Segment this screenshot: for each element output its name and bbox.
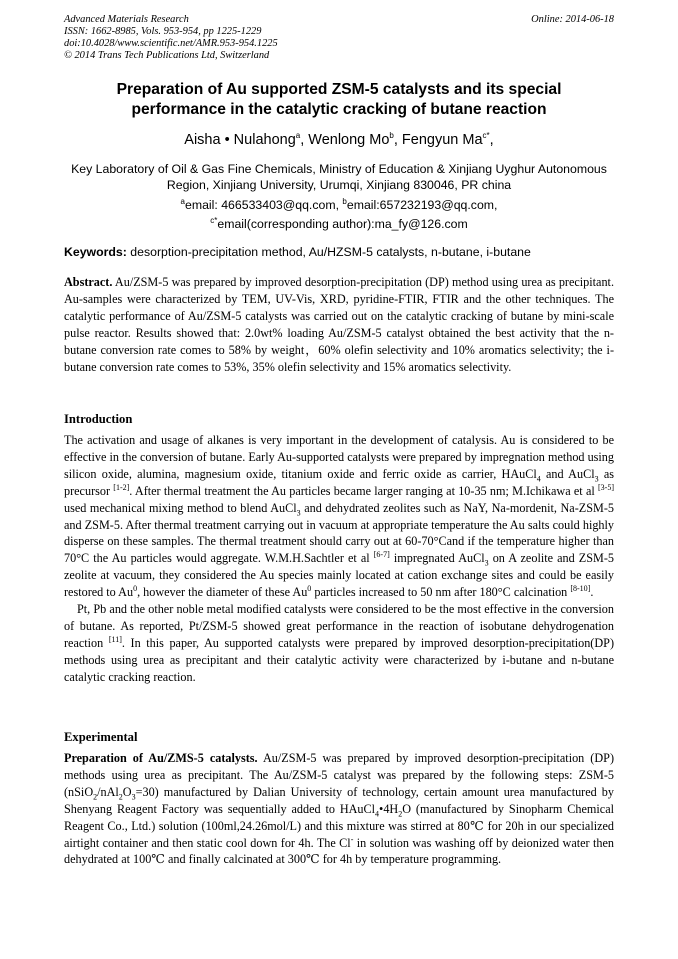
email-line-1 [64, 196, 614, 215]
affiliation-line-2: Region, Xinjiang University, Urumqi, Xinjiang 830046, PR china [166, 178, 512, 192]
experimental-heading: Experimental [64, 730, 138, 744]
journal-header [64, 14, 614, 62]
author-2-affil: b [389, 131, 394, 141]
experimental-subheading: Preparation of Au/ZMS-5 catalysts. [64, 751, 258, 765]
experimental-body: Preparation of Au/ZMS-5 catalysts. Au/ZSM-5 was prepared by improved desorption-precipitation (DP) methods using urea as precipitant. The Au/ZSM-5 catalyst was prepared by the following steps: ZSM-5 $(nSiO_2/nAl_2O_3=30)$ manufactured by Dalian University of technology, certain amount urea manufactured by Shenyang Reagent Factory was sequentially added to $HAuCl_4•4H_2O$ (manufactured by Sinopharm Chemical Reagent Co., Ltd.) solution (100ml,24.26mol/L) and this mixture was stirred at 80℃ for 20h in our specialized airtight container and then static cool down for 4h. The Cl- in solution was washing off by deionized water then dehydrated at 100℃ and finally calcinated at 300℃ for 4h by temperature programming. [64, 751, 615, 867]
abstract-label: Abstract. [64, 275, 113, 289]
introduction-heading: Introduction [64, 412, 133, 426]
keywords-text: desorption-precipitation method, Au/HZSM-5 catalysts, n-butane, i-butane [126, 245, 531, 259]
author-3: , Fengyun Ma [393, 132, 483, 148]
email-b-marker: b [342, 196, 347, 206]
journal-issn: ISSN: 1662-8985, Vols. 953-954, pp 1225-1229 [64, 26, 262, 37]
author-1-affil: a [295, 131, 301, 141]
abstract [64, 274, 614, 375]
introduction-paragraph-1: The activation and usage of alkanes is very important in the development of catalysis. Au is considered to be effective in the conversion of butane. Early Au-supported catalysts were prepared by impregnation method using silicon oxide, alumina, magnesium oxide, titanium oxide and ferric oxide as carrier, HAuCl$_4$ and AuCl$_3$ as precursor [1-2]. After thermal treatment the Au particles became larger ranging at 10-35 nm; M.Ichikawa et al [3-5] used mechanical mixing method to blend AuCl$_3$ and dehydrated zeolites such as NaY, Na-mordenit, Na-ZSM-5 and ZSM-5. After thermal treatment carrying out in vacuum at appropriate temperature the Au salts could highly disperse on these samples. The thermal treatment should carry out at 60-70°Cand if the temperature higher than 70°C the Au particles would aggregate. W.M.H.Sachtler et al [6-7] impregnated AuCl$_3$ on A zeolite and ZSM-5 zeolite at vacuum, they considered the Au species mainly located at cation exchange sites and could be easily restored to Au$^0$, however the diameter of these Au$^0$ particles increased to 50 nm after 180°C calcination [8-10]. [64, 433, 614, 600]
author-list-tail: , [489, 132, 494, 148]
title-line-2: performance in the catalytic cracking of butane reaction [131, 101, 547, 118]
affiliation-line-1: Key Laboratory of Oil & Gas Fine Chemicals, Ministry of Education & Xinjiang Uyghur Autonomous [71, 162, 607, 176]
online-date: Online: 2014-06-18 [531, 14, 614, 25]
introduction-body [64, 432, 614, 686]
author-emails [64, 196, 614, 234]
citation-ref[interactable]: [3-5] [598, 482, 614, 492]
author-3-affil: c* [482, 131, 490, 141]
journal-copyright: © 2014 Trans Tech Publications Ltd, Switzerland [64, 50, 270, 61]
citation-ref[interactable]: [1-2] [113, 482, 130, 492]
author-2: , Wenlong Mo [300, 132, 390, 148]
keywords-label: Keywords: [64, 245, 127, 259]
title-line-1: Preparation of Au supported ZSM-5 catalysts and its special [116, 81, 562, 98]
abstract-text: Au/ZSM-5 was prepared by improved desorption-precipitation (DP) method using urea as precipitant. Au-samples were characterized by TEM, UV-Vis, XRD, pyridine-FTIR, FTIR and the other techniques. The catalytic performance of Au/ZSM-5 catalysts was carried out on the catalytic cracking of butane by mini-scale pulse reactor. Results showed that: 2.0wt% loading Au/ZSM-5 catalyst obtained the best activity that the n-butane conversion rate comes to 58% by weight，60% olefin selectivity and 10% aromatics selectivity; the i-butane conversion rate comes to 53%, 35% olefin selectivity and 15% aromatics selectivity. [64, 275, 614, 374]
email-line-2 [64, 215, 614, 234]
citation-ref[interactable]: [11] [108, 634, 122, 644]
journal-doi: doi:10.4028/www.scientific.net/AMR.953-954.1225 [64, 38, 278, 49]
citation-ref[interactable]: [6-7] [373, 550, 390, 560]
email-c[interactable]: email(corresponding author):ma_fy@126.com [217, 217, 468, 231]
introduction-paragraph-2: Pt, Pb and the other noble metal modified catalysts were considered to be the most effective in the conversion of butane. As reported, Pt/ZSM-5 showed great performance in the reaction of isobutane dehydrogenation reaction [11]. In this paper, Au supported catalysts were prepared by improved desorption-precipitation(DP) methods using urea as precipitant and their catalytic activity were characterized by i-butane and n-butane catalytic cracking reaction. [64, 602, 615, 684]
citation-ref[interactable]: [8-10] [570, 584, 591, 594]
paper-title [64, 80, 614, 120]
email-a[interactable]: email: 466533403@qq.com, [185, 198, 343, 212]
email-a-marker: a [180, 196, 185, 206]
journal-name: Advanced Materials Research [64, 14, 189, 25]
email-c-marker: c* [210, 215, 218, 225]
affiliation [64, 161, 614, 193]
keywords [64, 244, 614, 260]
author-list [64, 131, 614, 149]
author-1: Aisha • Nulahong [184, 132, 296, 148]
email-b[interactable]: email:657232193@qq.com, [346, 198, 498, 212]
